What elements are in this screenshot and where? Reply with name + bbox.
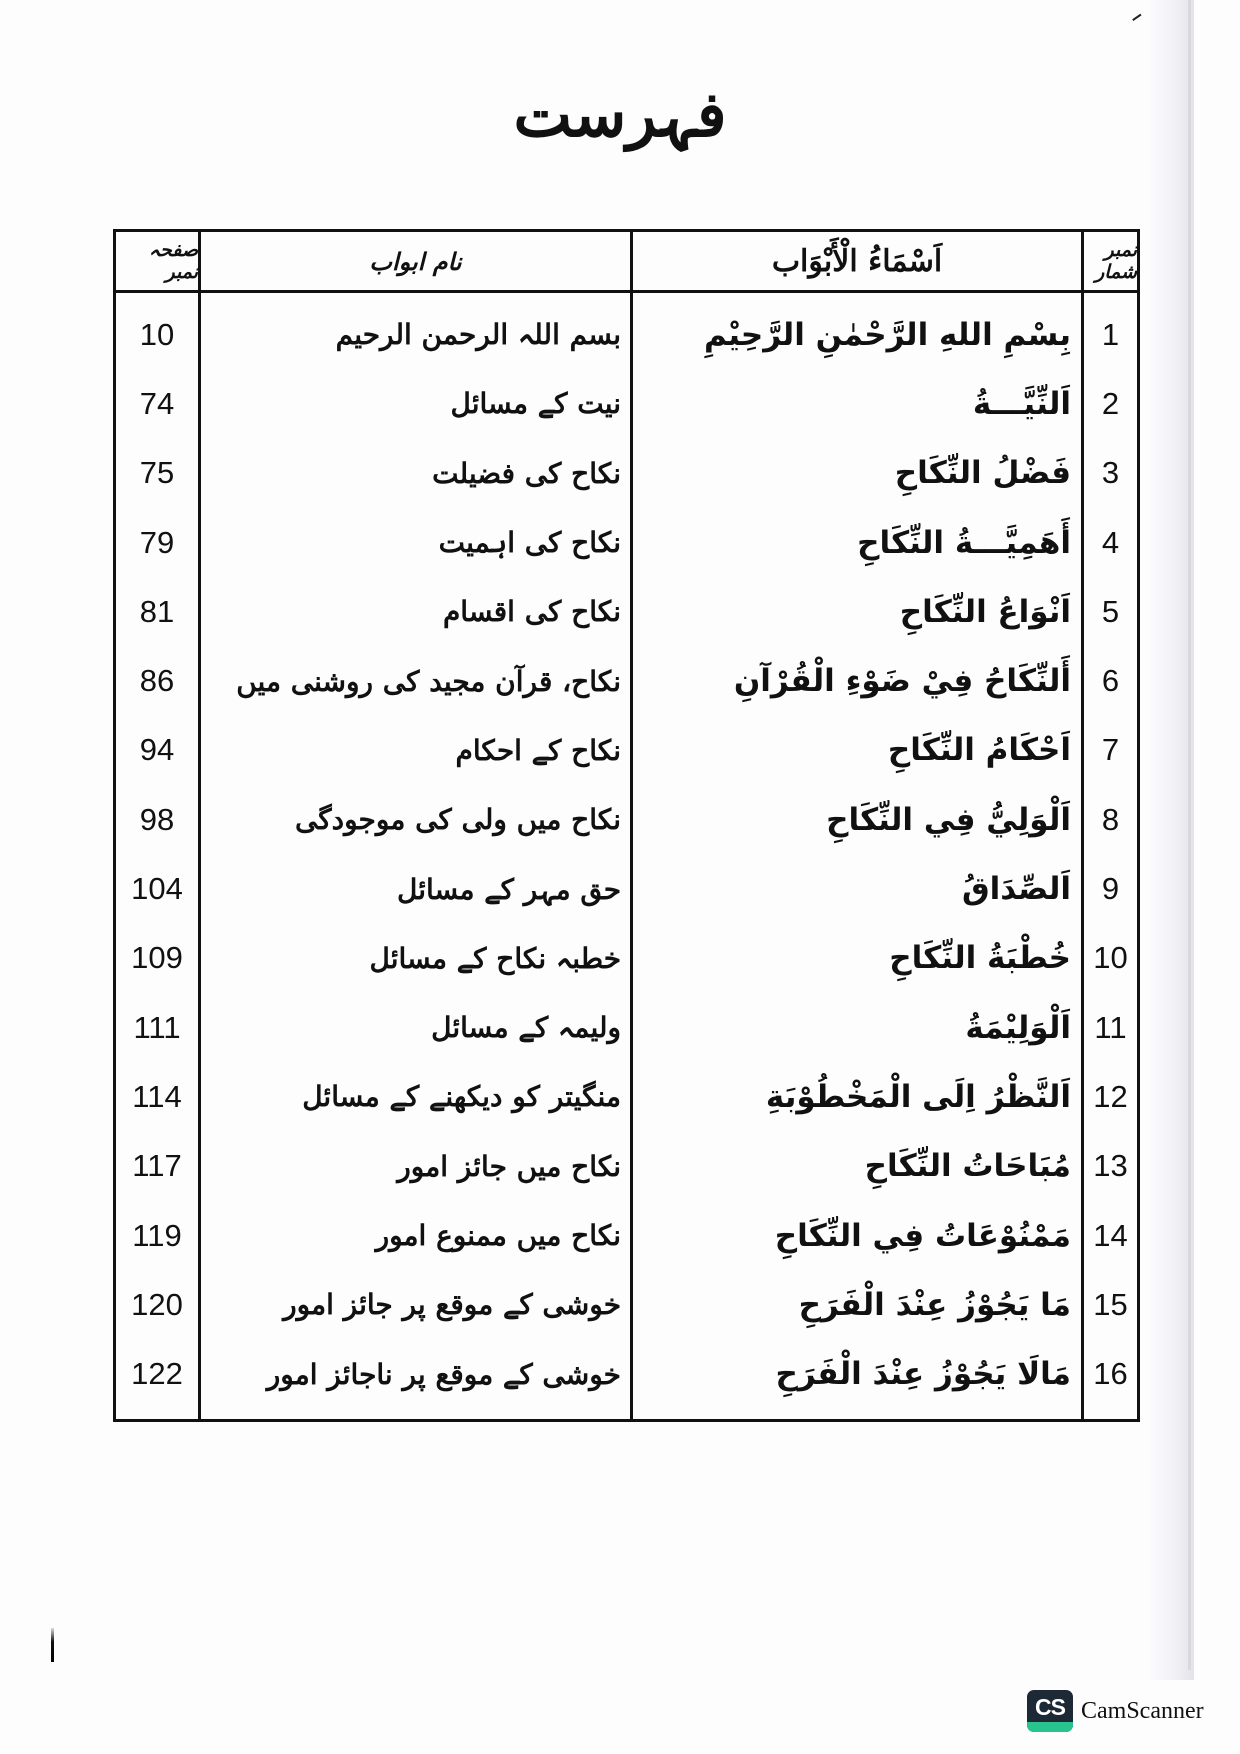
table-of-contents xyxy=(113,229,1140,1422)
arabic-chapter-title: مَا يَجُوْزُ عِنْدَ الْفَرَحِ xyxy=(798,1286,1071,1323)
serial-number: 5 xyxy=(1101,593,1120,629)
serial-number: 14 xyxy=(1093,1217,1128,1253)
page-number: 74 xyxy=(139,385,175,421)
page-number: 94 xyxy=(139,732,175,768)
arabic-chapter-title: اَحْكَامُ النِّكَاحِ xyxy=(887,732,1071,769)
table-header xyxy=(116,232,1137,293)
arabic-chapter-title: اَلنَّظْرُ اِلَى الْمَخْطُوْبَةِ xyxy=(765,1078,1071,1115)
table-row xyxy=(116,646,1137,715)
table-row xyxy=(116,369,1137,438)
serial-number: 2 xyxy=(1101,385,1120,421)
arabic-chapter-title: خُطْبَةُ النِّكَاحِ xyxy=(889,940,1071,977)
page-number: 81 xyxy=(139,593,175,629)
page-number: 98 xyxy=(139,801,175,837)
urdu-chapter-title: منگیتر کو دیکھنے کے مسائل xyxy=(302,1080,621,1114)
arabic-chapter-title: فَضْلُ النِّكَاحِ xyxy=(894,455,1071,492)
table-row xyxy=(116,785,1137,854)
page-number: 114 xyxy=(132,1078,182,1114)
arabic-chapter-title: أَلنِّكَاحُ فِيْ ضَوْءِ الْقُرْآنِ xyxy=(733,663,1071,700)
arabic-chapter-title: مُبَاحَاتُ النِّكَاحِ xyxy=(864,1148,1071,1185)
urdu-chapter-title: نکاح کی اقسام xyxy=(442,595,621,629)
arabic-chapter-title: اَلْوَلِيْمَةُ xyxy=(965,1009,1071,1046)
urdu-chapter-title: حق مہر کے مسائل xyxy=(397,872,621,906)
urdu-chapter-title: نکاح کے احکام xyxy=(455,733,621,767)
arabic-chapter-title: اَلنِّيَّـــةُ xyxy=(972,385,1071,422)
serial-number: 6 xyxy=(1101,663,1120,699)
serial-number: 12 xyxy=(1093,1078,1128,1114)
page-edge-line xyxy=(1188,0,1191,1670)
table-row xyxy=(116,577,1137,646)
table-row xyxy=(116,993,1137,1062)
camscanner-watermark xyxy=(1027,1690,1204,1732)
page-number: 75 xyxy=(139,455,175,491)
serial-number: 10 xyxy=(1093,940,1128,976)
table-row xyxy=(116,508,1137,577)
urdu-chapter-title: نکاح، قرآن مجید کی روشنی میں xyxy=(236,664,621,698)
serial-number: 8 xyxy=(1101,801,1120,837)
table-row xyxy=(116,1270,1137,1339)
page-number: 79 xyxy=(139,524,175,560)
serial-number: 7 xyxy=(1101,732,1120,768)
page-number: 86 xyxy=(139,663,175,699)
page-number: 120 xyxy=(131,1286,183,1322)
serial-number: 3 xyxy=(1101,455,1120,491)
page-number: 10 xyxy=(139,316,175,352)
serial-number: 16 xyxy=(1093,1356,1128,1392)
page-number: 119 xyxy=(132,1217,182,1253)
table-row xyxy=(116,854,1137,923)
logo-text: CS xyxy=(1035,1694,1065,1720)
page-title: فہرست xyxy=(513,78,727,151)
watermark-name: CamScanner xyxy=(1081,1697,1204,1724)
arabic-chapter-title: اَلْوَلِيُّ فِي النِّكَاحِ xyxy=(826,801,1071,838)
page-number: 111 xyxy=(133,1009,181,1045)
table-row xyxy=(116,1132,1137,1201)
table-row xyxy=(116,439,1137,508)
header-arabic-chapters: اَسْمَاءُ الْأَبْوَاب xyxy=(771,243,943,279)
page-number: 117 xyxy=(132,1148,182,1184)
header-serial-number: نمبر شمار xyxy=(1095,239,1137,283)
table-row xyxy=(116,1201,1137,1270)
binding-mark xyxy=(51,1628,54,1662)
header-urdu-chapters: نام ابواب xyxy=(369,246,462,276)
arabic-chapter-title: اَنْوَاعُ النِّكَاحِ xyxy=(899,593,1071,630)
page-number: 122 xyxy=(131,1356,183,1392)
page-number: 109 xyxy=(131,940,183,976)
arabic-chapter-title: اَلصِّدَاقُ xyxy=(961,871,1071,908)
pen-mark xyxy=(1132,14,1144,25)
serial-number: 4 xyxy=(1101,524,1120,560)
logo-accent-bar xyxy=(1027,1722,1073,1732)
urdu-chapter-title: نکاح میں جائز امور xyxy=(397,1149,621,1183)
arabic-chapter-title: مَالَا يَجُوْزُ عِنْدَ الْفَرَحِ xyxy=(775,1356,1071,1393)
serial-number: 15 xyxy=(1093,1286,1128,1322)
urdu-chapter-title: خطبہ نکاح کے مسائل xyxy=(369,941,621,975)
table-row xyxy=(116,924,1137,993)
urdu-chapter-title: نکاح میں ممنوع امور xyxy=(375,1219,621,1252)
urdu-chapter-title: نیت کے مسائل xyxy=(450,387,621,421)
urdu-chapter-title: ولیمہ کے مسائل xyxy=(431,1011,621,1045)
page-number: 104 xyxy=(131,871,183,907)
table-row xyxy=(116,1339,1137,1408)
serial-number: 1 xyxy=(1101,316,1120,352)
table-body xyxy=(116,300,1137,1409)
serial-number: 9 xyxy=(1101,871,1120,907)
table-row xyxy=(116,300,1137,369)
urdu-chapter-title: بسم اللہ الرحمن الرحیم xyxy=(335,318,621,352)
serial-number: 11 xyxy=(1094,1009,1127,1045)
camscanner-logo-icon xyxy=(1027,1690,1073,1732)
urdu-chapter-title: خوشی کے موقع پر ناجائز امور xyxy=(266,1357,621,1391)
urdu-chapter-title: نکاح کی اہمیت xyxy=(438,526,621,560)
arabic-chapter-title: بِسْمِ اللهِ الرَّحْمٰنِ الرَّحِيْمِ xyxy=(703,316,1071,353)
table-row xyxy=(116,1062,1137,1131)
serial-number: 13 xyxy=(1093,1148,1128,1184)
table-row xyxy=(116,716,1137,785)
arabic-chapter-title: أَهَمِيَّـــةُ النِّكَاحِ xyxy=(857,524,1071,561)
urdu-chapter-title: خوشی کے موقع پر جائز امور xyxy=(283,1288,621,1322)
urdu-chapter-title: نکاح کی فضیلت xyxy=(432,456,621,490)
arabic-chapter-title: مَمْنُوْعَاتُ فِي النِّكَاحِ xyxy=(774,1217,1071,1254)
urdu-chapter-title: نکاح میں ولی کی موجودگی xyxy=(294,803,621,837)
header-page-number: صفحہ نمبر xyxy=(148,239,198,283)
